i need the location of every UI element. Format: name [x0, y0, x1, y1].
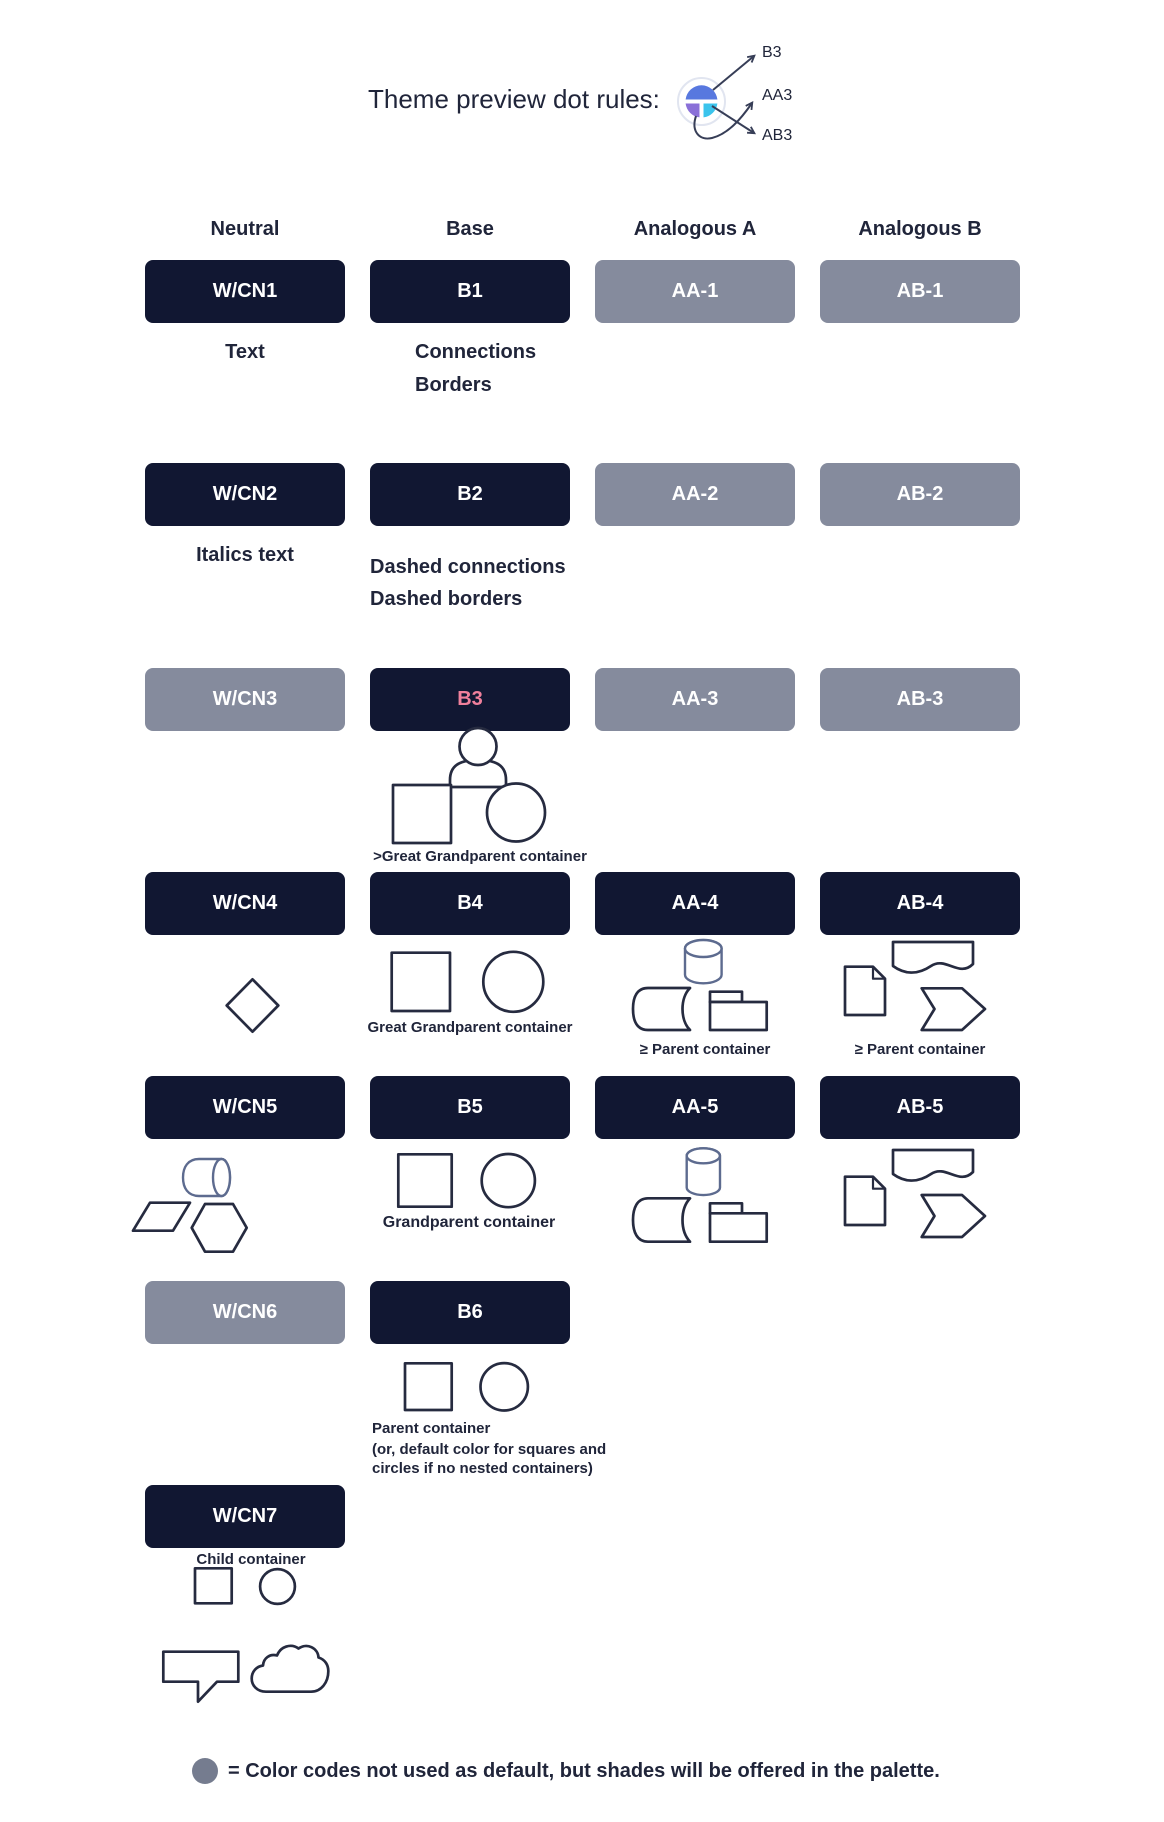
caption-dashed-connections: Dashed connections [370, 556, 566, 578]
footer-color-dot [192, 1758, 218, 1784]
swatch-b2: B2 [370, 463, 570, 526]
dot-rule-arrows [694, 56, 754, 139]
dot-rule-label-ab3: AB3 [762, 127, 793, 144]
horizontal-cylinder-icon [183, 1159, 230, 1196]
document-fold-icon [873, 1177, 885, 1189]
swatch-wcn1: W/CN1 [145, 260, 345, 323]
folder-body-shape [710, 1002, 767, 1030]
swatch-ab4: AB-4 [820, 872, 1020, 935]
swatch-ab1: AB-1 [820, 260, 1020, 323]
b3-shape-group [393, 728, 545, 843]
cylinder-top-icon [687, 1148, 720, 1163]
document-shape [845, 1177, 885, 1225]
cylinder-top-icon [685, 940, 722, 957]
swatch-b3: B3 [370, 668, 570, 731]
circle-shape [487, 784, 545, 842]
ab5-shape-group [845, 1150, 985, 1237]
swatch-aa1: AA-1 [595, 260, 795, 323]
arrow-to-aa3-icon [694, 103, 752, 139]
dot-segment-analogous-b [704, 104, 718, 118]
caption-dashed-borders: Dashed borders [370, 588, 523, 610]
banner-shape [922, 988, 985, 1030]
swatch-wcn5: W/CN5 [145, 1076, 345, 1139]
square-shape [393, 785, 451, 843]
b4-shape-group [392, 952, 544, 1012]
circle-shape [481, 1363, 528, 1410]
caption-italics-text: Italics text [196, 544, 294, 566]
wavy-document-shape [893, 942, 973, 973]
column-header-analogous-a: Analogous A [633, 218, 757, 240]
stored-data-shape [633, 1198, 690, 1241]
swatch-aa2: AA-2 [595, 463, 795, 526]
wavy-document-shape [893, 1150, 973, 1181]
dot-segment-analogous-a [686, 104, 700, 118]
folder-body-shape [710, 1213, 767, 1241]
swatch-aa5: AA-5 [595, 1076, 795, 1139]
swatch-b5: B5 [370, 1076, 570, 1139]
square-shape [392, 953, 450, 1011]
circle-shape [260, 1569, 295, 1604]
swatch-ab3: AB-3 [820, 668, 1020, 731]
swatch-b1: B1 [370, 260, 570, 323]
square-shape [195, 1568, 232, 1603]
wcn7-shape-group [163, 1568, 328, 1701]
swatch-ab2: AB-2 [820, 463, 1020, 526]
square-shape [405, 1363, 452, 1410]
dot-rule-label-aa3: AA3 [762, 87, 793, 104]
caption-grandparent: Grandparent container [382, 1214, 556, 1231]
diamond-shape [227, 979, 279, 1031]
swatch-wcn7: W/CN7 [145, 1485, 345, 1548]
caption-parent-aa4: ≥ Parent container [639, 1041, 771, 1058]
swatch-wcn2: W/CN2 [145, 463, 345, 526]
ab4-shape-group [845, 942, 985, 1030]
horizontal-cylinder-cap-icon [213, 1159, 230, 1196]
hexagon-shape [192, 1204, 247, 1252]
stored-data-shape [633, 988, 690, 1030]
aa4-shape-group [633, 940, 767, 1030]
caption-parent-container-line2: (or, default color for squares and [372, 1441, 607, 1458]
dot-segment-base [686, 85, 718, 99]
caption-child-container: Child container [196, 1551, 306, 1568]
caption-parent-container-line1: Parent container [372, 1420, 491, 1437]
swatch-ab5: AB-5 [820, 1076, 1020, 1139]
circle-shape [482, 1154, 535, 1207]
b5-shape-group [398, 1154, 535, 1207]
dot-ring [678, 78, 725, 125]
swatch-wcn6: W/CN6 [145, 1281, 345, 1344]
caption-great-grandparent: Great Grandparent container [367, 1019, 573, 1036]
cylinder-icon [687, 1148, 720, 1195]
swatch-aa3: AA-3 [595, 668, 795, 731]
caption-parent-ab4: ≥ Parent container [854, 1041, 986, 1058]
swatch-aa4: AA-4 [595, 872, 795, 935]
column-header-analogous-b: Analogous B [858, 218, 982, 240]
caption-borders: Borders [415, 374, 492, 396]
square-shape [398, 1154, 451, 1206]
cloud-shape [252, 1646, 329, 1692]
cylinder-icon [685, 940, 722, 983]
banner-shape [922, 1195, 985, 1237]
arrow-to-ab3-icon [712, 106, 754, 133]
aa5-shape-group [633, 1148, 767, 1241]
document-shape [845, 967, 885, 1015]
person-head-icon [460, 728, 497, 765]
document-fold-icon [873, 967, 885, 979]
wcn5-shape-group [133, 1159, 247, 1252]
column-header-neutral: Neutral [210, 218, 280, 240]
dot-rule-label-b3: B3 [762, 44, 782, 61]
swatch-wcn3: W/CN3 [145, 668, 345, 731]
speech-bubble-shape [163, 1652, 238, 1702]
swatch-wcn4: W/CN4 [145, 872, 345, 935]
circle-shape [483, 952, 543, 1012]
folder-tab-shape [710, 1203, 742, 1213]
folder-tab-shape [710, 992, 742, 1002]
caption-gt-great-grandparent: >Great Grandparent container [373, 848, 587, 865]
footer-note: = Color codes not used as default, but shades will be offered in the palette. [228, 1760, 940, 1782]
person-body-icon [450, 760, 506, 787]
swatch-b6: B6 [370, 1281, 570, 1344]
b6-shape-group [405, 1363, 528, 1410]
parallelogram-shape [133, 1203, 190, 1231]
swatch-b4: B4 [370, 872, 570, 935]
column-header-base: Base [446, 218, 494, 240]
theme-preview-dot [678, 78, 725, 125]
caption-parent-container-line3: circles if no nested containers) [372, 1460, 593, 1477]
caption-connections: Connections [415, 341, 537, 363]
page-title: Theme preview dot rules: [368, 84, 660, 114]
caption-text: Text [225, 341, 265, 363]
arrow-to-b3-icon [713, 56, 754, 90]
